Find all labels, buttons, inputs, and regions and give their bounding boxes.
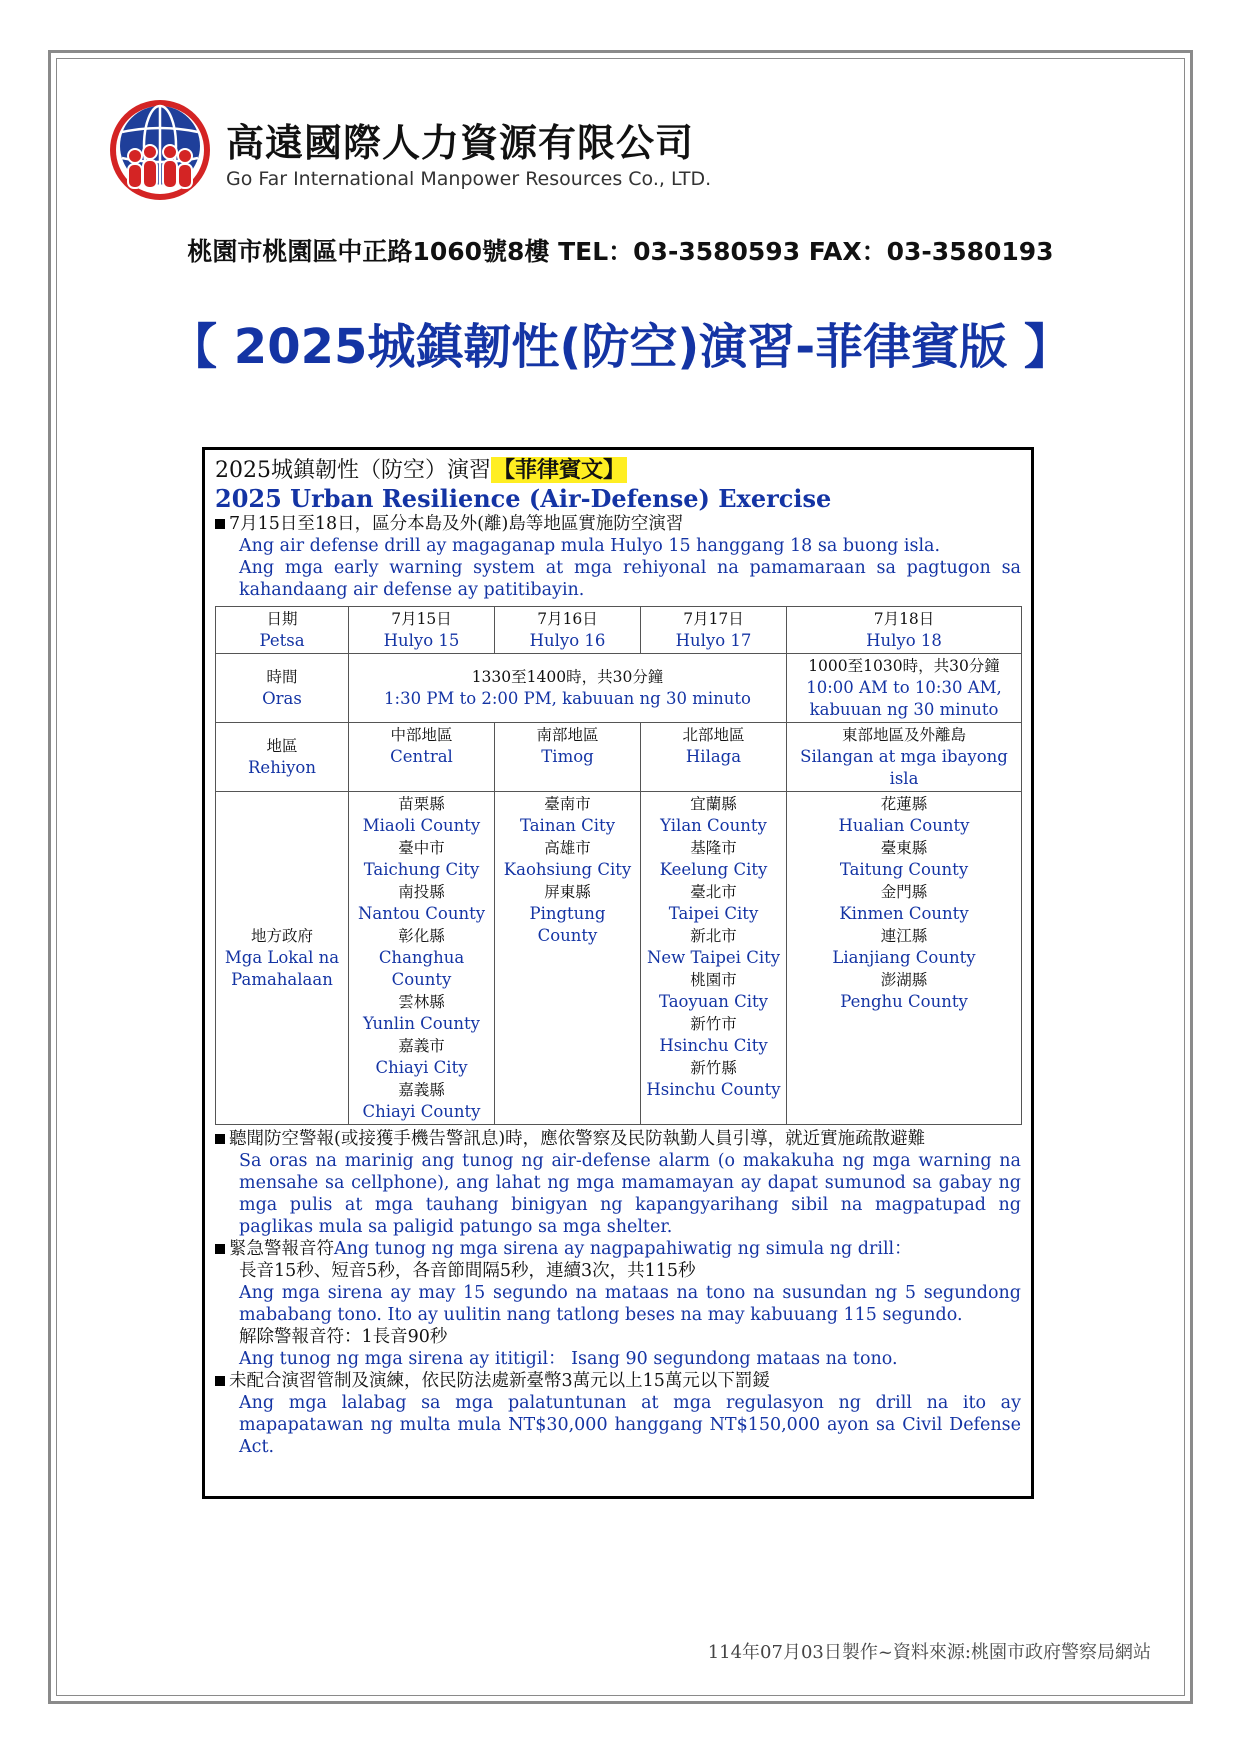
time-label-tl: Oras	[262, 689, 302, 708]
globe-people-logo-icon	[108, 94, 212, 206]
notice-title-en: 2025 Urban Resilience (Air-Defense) Exercise	[215, 484, 832, 513]
lgu-name-tl: Taitung County	[839, 860, 969, 879]
notice-title-highlight: 【菲律賓文】	[493, 457, 626, 483]
intro-tl-2: Ang mga early warning system at mga rehiyonal na pamamaraan sa pagtugon sa kahandaang air defense ay patitibayin.	[239, 558, 1021, 600]
lgu-name-zh: 屏東縣	[544, 883, 591, 901]
lgu-name-tl: Hsinchu City	[659, 1036, 768, 1055]
release-tl: Ang tunog ng mga sirena ay ititigil： Isang 90 segundong mataas na tono.	[239, 1349, 898, 1369]
lgu-name-zh: 花蓮縣	[880, 795, 928, 813]
lgu-cell	[495, 792, 641, 1125]
lgu-name-tl: Keelung City	[659, 860, 768, 879]
lgu-name-zh: 基隆市	[690, 839, 737, 857]
lgu-name-tl: Pingtung County	[529, 904, 606, 945]
date-cell-tl: Hulyo 15	[383, 631, 460, 650]
penalty-zh: 未配合演習管制及演練，依民防法處新臺幣3萬元以上15萬元以下罰鍰	[229, 1371, 770, 1391]
lgu-name-tl: Taipei City	[668, 904, 759, 923]
region-label-tl: Rehiyon	[248, 758, 316, 777]
lgu-name-tl: Tainan City	[519, 816, 616, 835]
lgu-name-zh: 連江縣	[880, 927, 928, 945]
lgu-name-zh: 新竹市	[690, 1015, 737, 1033]
company-name-zh: 高遠國際人力資源有限公司	[226, 121, 695, 165]
date-cell-zh: 7月15日	[391, 610, 452, 628]
lgu-cell	[787, 792, 1022, 1125]
alarm-item	[215, 1128, 1021, 1150]
table-row	[216, 792, 1022, 1125]
time-cell-tl: 1:30 PM to 2:00 PM, kabuuan ng 30 minuto	[384, 689, 751, 708]
lgu-name-zh: 金門縣	[880, 883, 928, 901]
lgu-name-zh: 彰化縣	[398, 927, 445, 945]
intro-zh: 7月15日至18日，區分本島及外(離)島等地區實施防空演習	[229, 514, 684, 534]
lgu-name-tl: Penghu County	[840, 992, 968, 1011]
time-cell-zh: 1000至1030時，共30分鐘	[808, 657, 1000, 675]
schedule-table	[215, 606, 1022, 1125]
date-cell-zh: 7月18日	[873, 610, 935, 628]
lgu-name-zh: 臺東縣	[880, 839, 928, 857]
siren-item	[215, 1238, 1021, 1260]
region-cell-tl: Central	[390, 747, 453, 766]
lgu-name-tl: Hsinchu County	[646, 1080, 781, 1099]
lgu-name-tl: Nantou County	[357, 904, 486, 923]
lgu-name-tl: Changhua County	[378, 948, 465, 989]
region-cell-tl: Timog	[541, 747, 594, 766]
siren-zh: 緊急警報音符	[229, 1239, 334, 1259]
time-cell-zh: 1330至1400時，共30分鐘	[471, 668, 664, 686]
region-cell-tl: Hilaga	[685, 747, 742, 766]
lgu-name-tl: Hualian County	[838, 816, 970, 835]
lgu-cell	[641, 792, 787, 1125]
date-cell-tl: Hulyo 17	[675, 631, 752, 650]
intro-item	[215, 513, 1021, 535]
region-label-zh: 地區	[266, 737, 298, 755]
lgu-name-tl: Taichung City	[363, 860, 480, 879]
time-cell-tl: 10:00 AM to 10:30 AM, kabuuan ng 30 minuto	[806, 678, 1002, 719]
lgu-name-zh: 臺南市	[544, 795, 591, 813]
lgu-name-zh: 嘉義市	[398, 1037, 445, 1055]
lgu-name-tl: Taoyuan City	[658, 992, 768, 1011]
region-cell-tl: Silangan at mga ibayong isla	[800, 747, 1008, 788]
lgu-label-tl: Mga Lokal na Pamahalaan	[224, 948, 340, 989]
lgu-name-tl: Lianjiang County	[832, 948, 976, 967]
region-cell-zh: 南部地區	[536, 726, 599, 744]
date-cell-zh: 7月17日	[683, 610, 744, 628]
lgu-name-tl: Yunlin County	[363, 1014, 480, 1033]
lgu-label-zh: 地方政府	[250, 927, 313, 945]
date-label-tl: Petsa	[259, 631, 305, 650]
lgu-name-zh: 高雄市	[544, 839, 591, 857]
alarm-zh: 聽聞防空警報(或接獲手機告警訊息)時，應依警察及民防執勤人員引導，就近實施疏散避難	[229, 1129, 926, 1149]
lgu-name-zh: 新北市	[690, 927, 737, 945]
lgu-name-tl: New Taipei City	[646, 948, 781, 967]
region-cell-zh: 北部地區	[682, 726, 745, 744]
penalty-item	[215, 1370, 1021, 1392]
lgu-name-zh: 嘉義縣	[398, 1081, 445, 1099]
page-title: 【 2025城鎮韌性(防空)演習-菲律賓版 】	[169, 319, 1072, 375]
square-bullet-icon	[215, 519, 225, 529]
date-cell-tl: Hulyo 18	[866, 631, 942, 650]
alarm-tl: Sa oras na marinig ang tunog ng air-defense alarm (o makakuha ng mga warning na mensahe sa cellphone), ang lahat ng mga mamamayan ay dapat sumunod sa gabay ng mga pulis at mga tauhang binigyan ng kapangyarihang sibil na magpatupad ng paglikas mula sa paligid patungo sa mga shelter.	[239, 1151, 1021, 1237]
square-bullet-icon	[215, 1134, 225, 1144]
lgu-name-tl: Miaoli County	[362, 816, 481, 835]
lgu-name-zh: 桃園市	[690, 971, 737, 989]
siren-detail-zh: 長音15秒、短音5秒，各音節間隔5秒，連續3次，共115秒	[239, 1261, 696, 1281]
company-name-en: Go Far International Manpower Resources Co., LTD.	[226, 168, 712, 190]
region-cell-zh: 中部地區	[390, 726, 453, 744]
lgu-name-zh: 宜蘭縣	[690, 795, 737, 813]
table-row	[216, 723, 1022, 792]
table-row	[216, 654, 1022, 723]
lgu-name-zh: 新竹縣	[690, 1059, 737, 1077]
date-cell-zh: 7月16日	[537, 610, 598, 628]
lgu-name-zh: 雲林縣	[398, 993, 445, 1011]
penalty-tl: Ang mga lalabag sa mga palatuntunan at mga regulasyon ng drill na ito ay mapapatawan ng multa mula NT$30,000 hanggang NT$150,000 ayon sa Civil Defense Act.	[239, 1393, 1021, 1457]
siren-tl: Ang tunog ng mga sirena ay nagpapahiwatig ng simula ng drill：	[334, 1239, 912, 1259]
lgu-name-tl: Kinmen County	[839, 904, 969, 923]
footer-source: 114年07月03日製作~資料來源:桃園市政府警察局網站	[707, 1642, 1151, 1663]
lgu-name-zh: 南投縣	[398, 883, 445, 901]
lgu-name-zh: 臺北市	[690, 883, 737, 901]
lgu-name-tl: Chiayi City	[375, 1058, 468, 1077]
date-cell-tl: Hulyo 16	[529, 631, 606, 650]
lgu-cell	[349, 792, 495, 1125]
siren-detail-tl: Ang mga sirena ay may 15 segundo na mataas na tono na susundan ng 5 segundong mababang tono. Ito ay uulitin nang tatlong beses na may kabuuang 115 segundo.	[239, 1283, 1021, 1325]
release-zh: 解除警報音符：1長音90秒	[239, 1327, 448, 1347]
lgu-name-tl: Chiayi County	[362, 1102, 481, 1121]
lgu-name-tl: Kaohsiung City	[503, 860, 632, 879]
notice-box	[202, 447, 1034, 1499]
square-bullet-icon	[215, 1244, 225, 1254]
lgu-name-zh: 臺中市	[398, 839, 445, 857]
square-bullet-icon	[215, 1376, 225, 1386]
region-cell-zh: 東部地區及外離島	[841, 726, 966, 744]
table-row	[216, 607, 1022, 654]
contact-info: 桃園市桃園區中正路1060號8樓 TEL：03-3580593 FAX：03-3580193	[187, 237, 1054, 266]
lgu-name-zh: 苗栗縣	[398, 795, 445, 813]
intro-tl-1: Ang air defense drill ay magaganap mula Hulyo 15 hanggang 18 sa buong isla.	[239, 536, 941, 556]
notice-title-zh: 2025城鎮韌性（防空）演習【菲律賓文】	[215, 457, 626, 483]
lgu-name-tl: Yilan County	[660, 816, 767, 835]
date-label-zh: 日期	[266, 610, 298, 628]
lgu-name-zh: 澎湖縣	[880, 971, 928, 989]
time-label-zh: 時間	[266, 668, 298, 686]
